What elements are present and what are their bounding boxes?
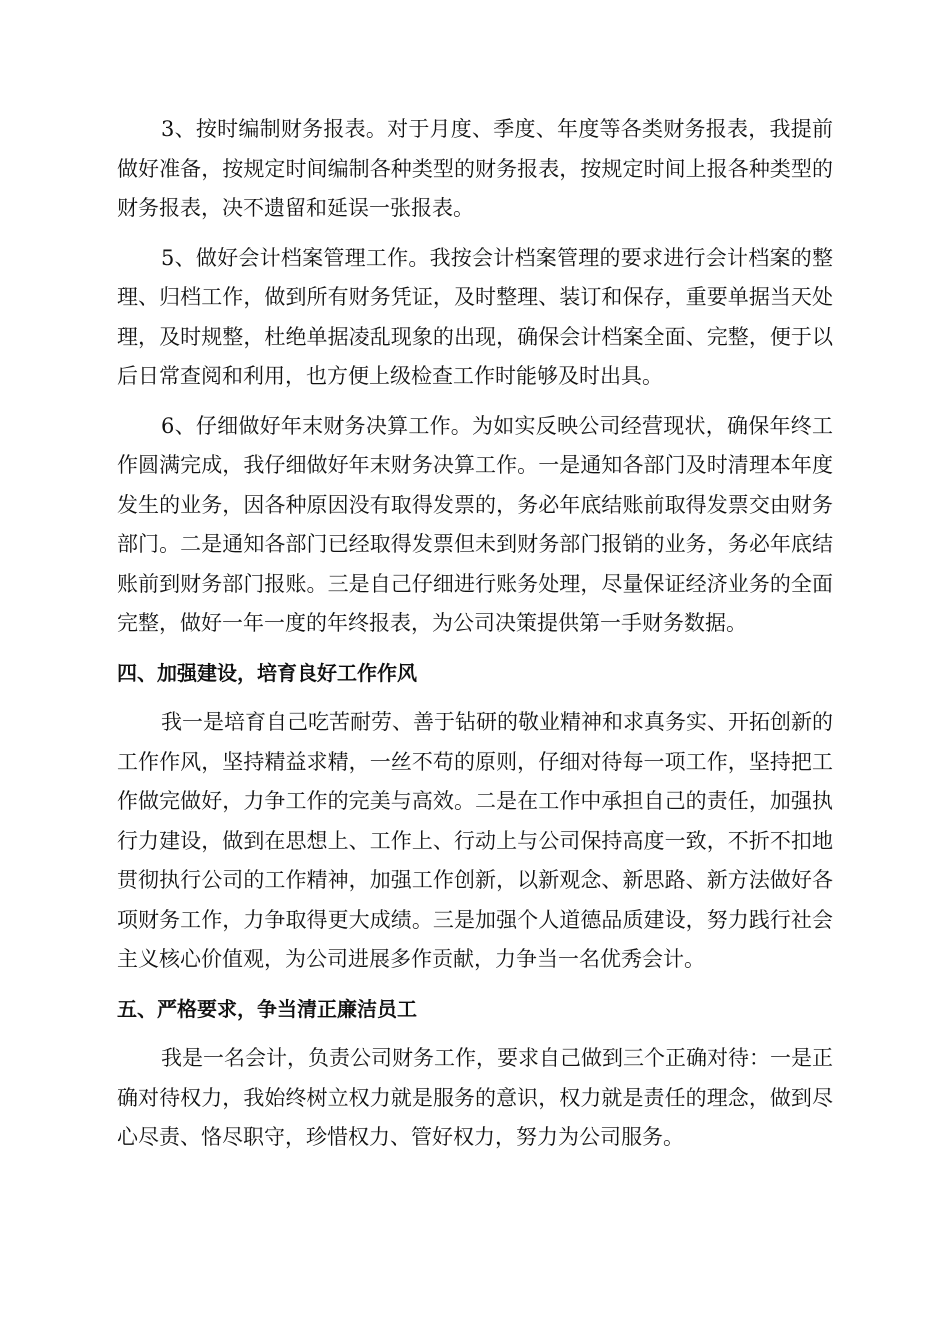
paragraph-section-5: 我是一名会计，负责公司财务工作，要求自己做到三个正确对待：一是正确对待权力，我始终树立权力就是服务的意识，权力就是责任的理念，做到尽心尽责、恪尽职守，珍惜权力、管好权力，努力为公司服务。 — [117, 1046, 833, 1149]
section-heading-5: 五、严格要求，争当清正廉洁员工 — [117, 996, 417, 1021]
paragraph-item-6: 6、仔细做好年末财务决算工作。为如实反映公司经营现状，确保年终工作圆满完成，我仔细做好年末财务决算工作。一是通知各部门及时清理本年度发生的业务，因各种原因没有取得发票的，务必年底结账前取得发票交由财务部门。二是通知各部门已经取得发票但未到财务部门报销的业务，务必年底结账前到财务部门报账。三是自己仔细进行账务处理，尽量保证经济业务的全面完整，做好一年一度的年终报表，为公司决策提供第一手财务数据。 — [117, 413, 833, 635]
paragraph-item-5: 5、做好会计档案管理工作。我按会计档案管理的要求进行会计档案的整理、归档工作，做到所有财务凭证，及时整理、装订和保存，重要单据当天处理，及时规整，杜绝单据凌乱现象的出现，确保会计档案全面、完整，便于以后日常查阅和利用，也方便上级检查工作时能够及时出具。 — [117, 245, 833, 388]
document-body — [117, 110, 833, 1168]
section-heading-4: 四、加强建设，培育良好工作作风 — [117, 660, 417, 685]
paragraph-item-3: 3、按时编制财务报表。对于月度、季度、年度等各类财务报表，我提前做好准备，按规定时间编制各种类型的财务报表，按规定时间上报各种类型的财务报表，决不遗留和延误一张报表。 — [117, 117, 833, 220]
paragraph-section-4: 我一是培育自己吃苦耐劳、善于钻研的敬业精神和求真务实、开拓创新的工作作风，坚持精益求精，一丝不苟的原则，仔细对待每一项工作，坚持把工作做完做好，力争工作的完美与高效。二是在工作中承担自己的责任，加强执行力建设，做到在思想上、工作上、行动上与公司保持高度一致，不折不扣地贯彻执行公司的工作精神，加强工作创新，以新观念、新思路、新方法做好各项财务工作，力争取得更大成绩。三是加强个人道德品质建设，努力践行社会主义核心价值观，为公司进展多作贡献，力争当一名优秀会计。 — [117, 710, 833, 971]
